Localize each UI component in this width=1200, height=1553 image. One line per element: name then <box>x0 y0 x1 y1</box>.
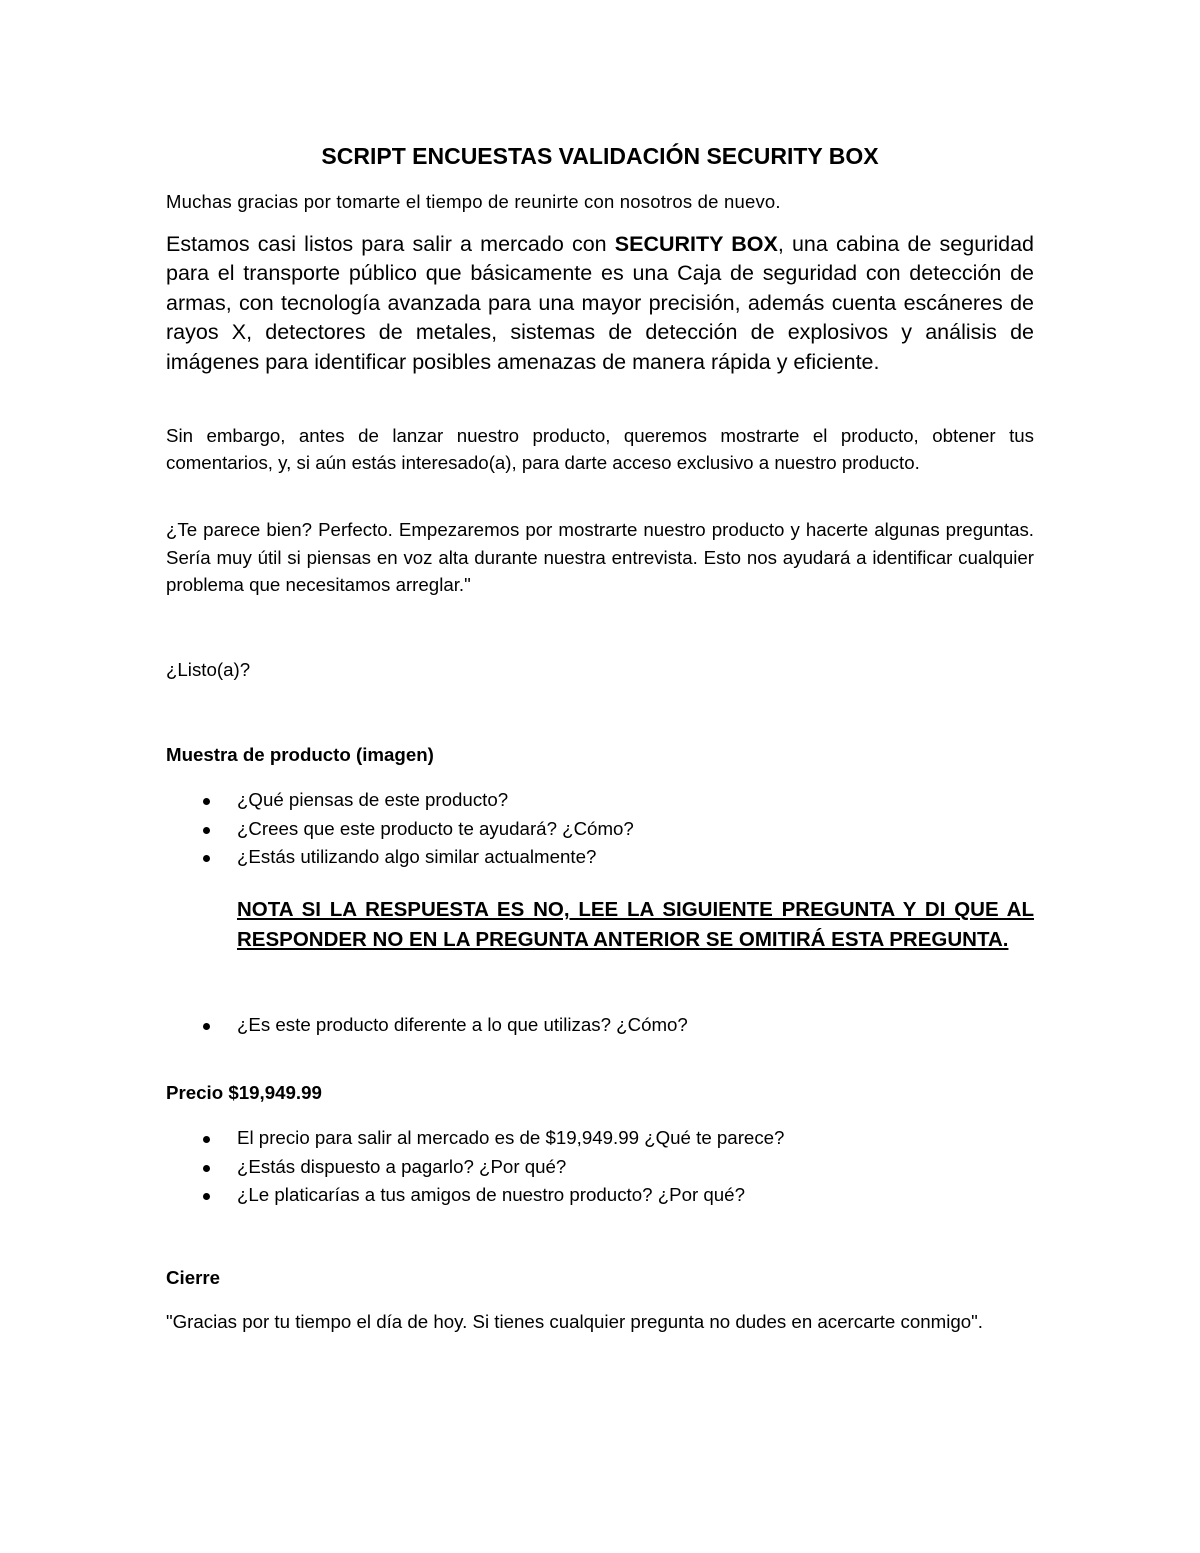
interviewer-note: NOTA SI LA RESPUESTA ES NO, LEE LA SIGUIENTE PREGUNTA Y DI QUE AL RESPONDER NO EN LA PREGUNTA ANTERIOR SE OMITIRÁ ESTA PREGUNTA. <box>237 898 1034 951</box>
description-text-after: , una cabina de seguridad para el transporte público que básicamente es una Caja de seguridad con detección de armas, con tecnología avanzada para una mayor precisión, además cuenta escáneres de rayos X, detectores de metales, sistemas de detección de explosivos y análisis de imágenes para identificar posibles amenazas de manera rápida y eficiente. <box>166 232 1034 374</box>
list-item-text: ¿Estás dispuesto a pagarlo? ¿Por qué? <box>237 1155 567 1177</box>
cierre-paragraph: "Gracias por tu tiempo el día de hoy. Si tienes cualquier pregunta no dudes en acercarte conmigo". <box>166 1311 983 1332</box>
product-name-bold: SECURITY BOX <box>614 232 778 256</box>
list-item-text: ¿Estás utilizando algo similar actualmente? <box>237 846 597 867</box>
muestra-heading: Muestra de producto (imagen) <box>166 744 434 765</box>
description-text-before: Estamos casi listos para salir a mercado con <box>166 232 615 256</box>
list-item <box>166 1011 1034 1040</box>
precio-heading: Precio $19,949.99 <box>166 1082 322 1103</box>
muestra-question-list <box>166 786 1034 872</box>
list-item <box>166 1124 1034 1153</box>
bullet-icon <box>203 1023 210 1030</box>
bullet-icon <box>203 1136 210 1143</box>
list-item <box>166 1153 1034 1182</box>
precio-question-list <box>166 1124 1034 1210</box>
list-item-text: ¿Crees que este producto te ayudará? ¿Cómo? <box>237 817 634 839</box>
bullet-icon <box>203 1193 210 1200</box>
bullet-icon <box>203 798 210 805</box>
list-item-text: ¿Le platicarías a tus amigos de nuestro producto? ¿Por qué? <box>237 1184 745 1205</box>
document-title: SCRIPT ENCUESTAS VALIDACIÓN SECURITY BOX <box>321 143 879 169</box>
bullet-icon <box>203 827 210 834</box>
followup-question-list <box>166 1011 1034 1040</box>
listo-question: ¿Listo(a)? <box>166 659 251 680</box>
list-item-text: ¿Qué piensas de este producto? <box>237 789 509 810</box>
bullet-icon <box>203 855 210 862</box>
list-item-text: El precio para salir al mercado es de $19,949.99 ¿Qué te parece? <box>237 1127 785 1148</box>
cierre-heading: Cierre <box>166 1267 221 1288</box>
te-parece-paragraph: ¿Te parece bien? Perfecto. Empezaremos por mostrarte nuestro producto y hacerte algunas preguntas. Sería muy útil si piensas en voz alta durante nuestra entrevista. Esto nos ayudará a identificar cualquier problema que necesitamos arreglar." <box>166 519 1034 595</box>
list-item <box>166 843 1034 872</box>
sin-embargo-paragraph: Sin embargo, antes de lanzar nuestro producto, queremos mostrarte el producto, obtener tus comentarios, y, si aún estás interesado(a), para darte acceso exclusivo a nuestro producto. <box>166 425 1034 473</box>
list-item <box>166 786 1034 815</box>
list-item <box>166 815 1034 844</box>
list-item-text: ¿Es este producto diferente a lo que utilizas? ¿Cómo? <box>237 1014 688 1035</box>
description-paragraph <box>166 230 1034 377</box>
bullet-icon <box>203 1165 210 1172</box>
intro-paragraph: Muchas gracias por tomarte el tiempo de reunirte con nosotros de nuevo. <box>166 191 781 212</box>
list-item <box>166 1181 1034 1210</box>
